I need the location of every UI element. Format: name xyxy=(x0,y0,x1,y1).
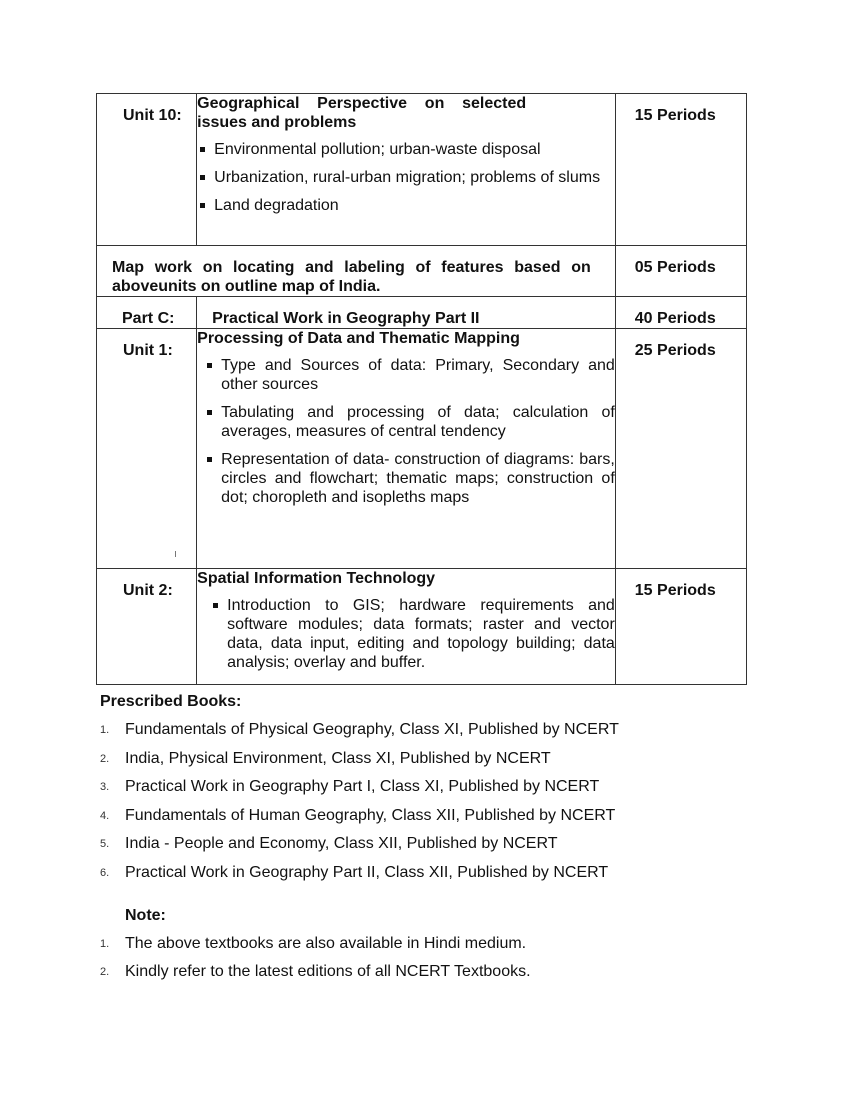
syllabus-table xyxy=(96,93,747,685)
list-item: Urbanization, rural-urban migration; problems of slums xyxy=(214,168,615,187)
list-item xyxy=(100,962,740,981)
table-row xyxy=(97,329,747,569)
note-heading: Note: xyxy=(125,906,166,924)
list-item: Introduction to GIS; hardware requirements and software modules; data formats; raster and vector data, data input, editing and topology building; data analysis; overlay and buffer. xyxy=(227,597,615,671)
list-item: Tabulating and processing of data; calculation of averages, measures of central tendency xyxy=(221,404,615,440)
tick-mark xyxy=(97,329,196,360)
note-text: Kindly refer to the latest editions of all NCERT Textbooks. xyxy=(125,963,531,980)
periods-label: 15 Periods xyxy=(634,107,716,124)
table-row xyxy=(97,246,747,297)
list-number: 2. xyxy=(100,966,110,978)
book-title: Practical Work in Geography Part I, Class XI, Published by NCERT xyxy=(125,778,600,795)
list-item: Representation of data- construction of diagrams: bars, circles and flowchart; thematic maps; construction of dot; choropleth and isopleths maps xyxy=(221,451,615,506)
topic-title: Spatial Information Technology xyxy=(197,570,436,587)
topic-title xyxy=(197,94,615,132)
periods-label: 05 Periods xyxy=(634,259,716,276)
unit-cell xyxy=(97,297,197,329)
book-title: India - People and Economy, Class XII, Published by NCERT xyxy=(125,835,558,852)
book-title: Fundamentals of Human Geography, Class XII, Published by NCERT xyxy=(125,806,616,824)
list-item xyxy=(100,720,740,739)
list-number: 4. xyxy=(100,809,110,822)
unit-cell xyxy=(97,94,197,246)
periods-cell xyxy=(615,94,746,246)
periods-cell xyxy=(615,329,746,569)
topic-list xyxy=(197,596,615,672)
unit-label: Unit 2: xyxy=(123,582,173,599)
list-item: Land degradation xyxy=(214,196,615,215)
list-number: 2. xyxy=(100,752,110,765)
list-item xyxy=(100,806,740,825)
topic-list xyxy=(197,140,615,215)
list-number: 1. xyxy=(100,937,110,950)
map-work-text: Map work on locating and labeling of features based on aboveunits on outline map of India. xyxy=(112,259,591,295)
books-heading: Prescribed Books: xyxy=(100,693,242,710)
unit-label: Unit 10: xyxy=(123,107,182,124)
book-title: Fundamentals of Physical Geography, Class XI, Published by NCERT xyxy=(125,721,619,738)
books-section xyxy=(100,692,740,991)
list-item xyxy=(100,777,740,796)
table-row xyxy=(97,297,747,329)
book-title: India, Physical Environment, Class XI, Published by NCERT xyxy=(125,749,551,767)
periods-label: 25 Periods xyxy=(634,342,716,359)
periods-cell xyxy=(615,297,746,329)
list-item xyxy=(100,834,740,853)
list-number: 1. xyxy=(100,724,110,736)
unit-cell xyxy=(97,569,197,685)
map-work-cell xyxy=(97,246,616,297)
topic-list xyxy=(197,356,615,507)
content-cell xyxy=(197,297,616,329)
periods-label: 15 Periods xyxy=(634,582,716,599)
periods-cell xyxy=(615,246,746,297)
list-number: 6. xyxy=(100,866,110,879)
unit-label: Unit 1: xyxy=(123,342,173,359)
list-item xyxy=(100,749,740,768)
content-cell xyxy=(197,329,616,569)
content-cell xyxy=(197,94,616,246)
note-text: The above textbooks are also available in Hindi medium. xyxy=(125,934,527,952)
periods-label: 40 Periods xyxy=(634,310,716,327)
part-label: Part C: xyxy=(122,310,175,327)
table-row xyxy=(97,569,747,685)
unit-cell xyxy=(97,329,197,569)
periods-cell xyxy=(615,569,746,685)
topic-title-line: Geographical Perspective on selected xyxy=(197,95,527,112)
part-title: Practical Work in Geography Part II xyxy=(212,310,480,327)
books-list xyxy=(100,720,740,882)
note-list xyxy=(100,934,740,982)
stray-mark xyxy=(175,551,176,557)
list-item: Type and Sources of data: Primary, Secondary and other sources xyxy=(221,357,615,393)
list-item: Environmental pollution; urban-waste disposal xyxy=(214,140,615,159)
list-number: 5. xyxy=(100,838,110,850)
list-number: 3. xyxy=(100,781,110,793)
topic-title-line: issues and problems xyxy=(197,114,357,131)
list-item xyxy=(100,863,740,882)
table-row xyxy=(97,94,747,246)
content-cell xyxy=(197,569,616,685)
list-item xyxy=(100,934,740,953)
book-title: Practical Work in Geography Part II, Class XII, Published by NCERT xyxy=(125,863,609,881)
topic-title: Processing of Data and Thematic Mapping xyxy=(197,330,520,347)
